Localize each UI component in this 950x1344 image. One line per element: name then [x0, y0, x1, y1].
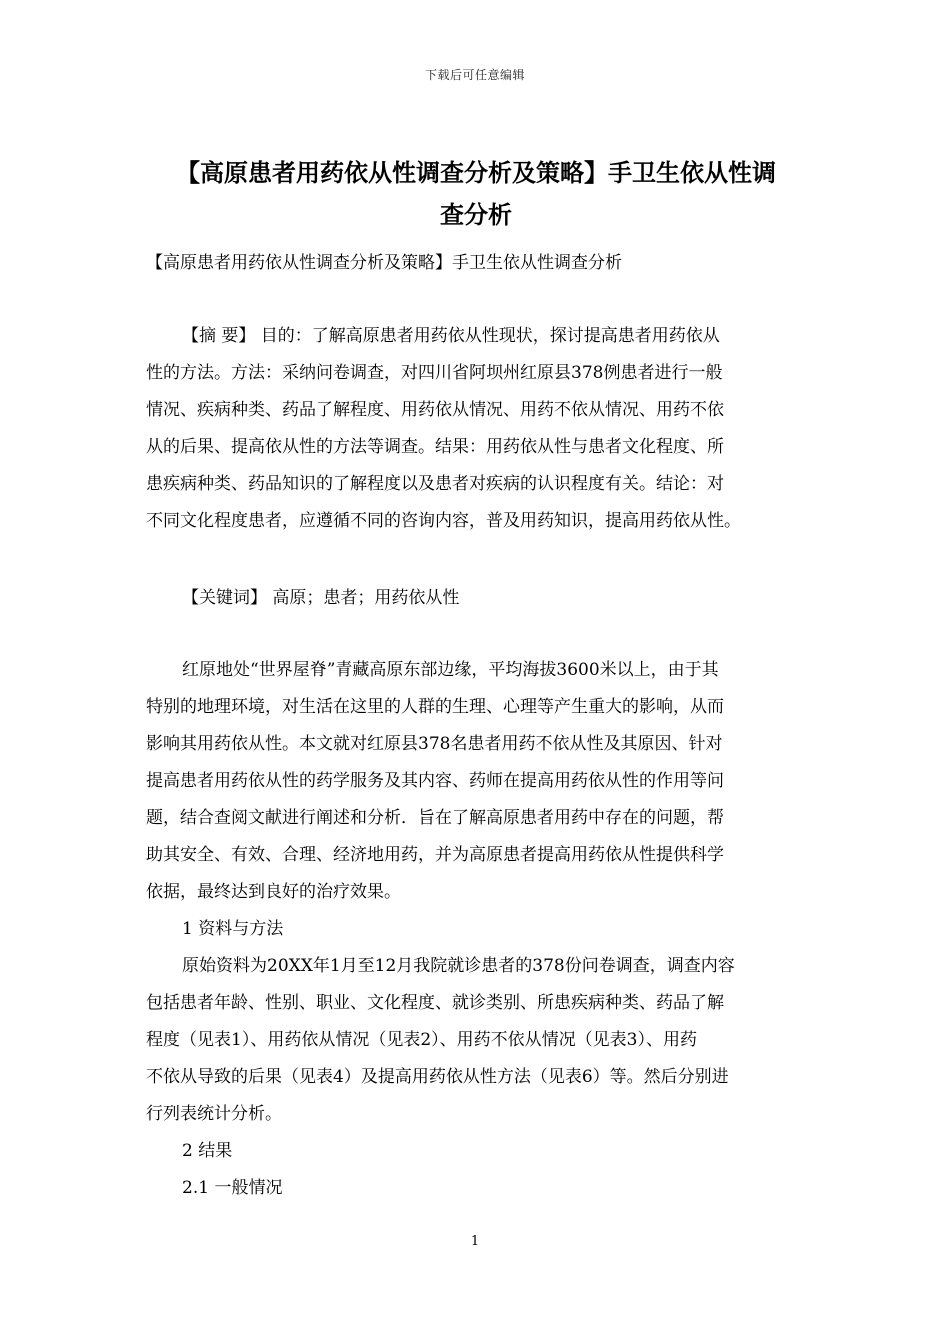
- keywords-text: 高原；患者；用药依从性: [267, 588, 460, 608]
- section2-1-heading: 2.1 一般情况: [182, 1178, 283, 1198]
- section1-line-3: 程度（见表1）、用药依从情况（见表2）、用药不依从情况（见表3）、用药: [146, 1030, 697, 1050]
- abstract-line-3: 情况、疾病种类、药品了解程度、用药依从情况、用药不依从情况、用药不依: [146, 400, 724, 420]
- abstract-line-1: [146, 318, 808, 355]
- document-title: [146, 152, 806, 236]
- keywords-paragraph: [146, 580, 808, 617]
- abstract-line-5: 患疾病种类、药品知识的了解程度以及患者对疾病的认识程度有关。结论：对: [146, 474, 724, 494]
- document-subtitle: 【高原患者用药依从性调查分析及策略】手卫生依从性调查分析: [146, 253, 622, 273]
- intro-line-5: 题，结合查阅文献进行阐述和分析．旨在了解高原患者用药中存在的问题，帮: [146, 808, 724, 828]
- keywords-label: 【关键词】: [182, 588, 267, 608]
- intro-line-1: 红原地处“世界屋脊”青藏高原东部边缘，平均海拔3600米以上，由于其: [182, 660, 719, 680]
- section2-heading: 2 结果: [182, 1141, 233, 1161]
- intro-line-6: 助其安全、有效、合理、经济地用药，并为高原患者提高用药依从性提供科学: [146, 845, 724, 865]
- abstract-line-6: 不同文化程度患者，应遵循不同的咨询内容，普及用药知识，提高用药依从性。: [146, 511, 741, 531]
- keywords-line: [146, 580, 808, 617]
- header-note: 下载后可任意编辑: [424, 68, 525, 82]
- section1-line-1: 原始资料为20XX年1月至12月我院就诊患者的378份问卷调查，调查内容: [182, 956, 735, 976]
- section1-line-2: 包括患者年龄、性别、职业、文化程度、就诊类别、所患疾病种类、药品了解: [146, 993, 724, 1013]
- intro-line-3: 影响其用药依从性。本文就对红原县378名患者用药不依从性及其原因、针对: [146, 734, 723, 754]
- section1-line-5: 行列表统计分析。: [146, 1104, 282, 1124]
- title-line-2: 查分析: [440, 201, 512, 229]
- intro-line-2: 特别的地理环境，对生活在这里的人群的生理、心理等产生重大的影响，从而: [146, 697, 724, 717]
- page-number: 1: [470, 1234, 480, 1249]
- intro-line-7: 依据，最终达到良好的治疗效果。: [146, 882, 401, 902]
- section1-line-4: 不依从导致的后果（见表4）及提高用药依从性方法（见表6）等。然后分别进: [146, 1067, 729, 1087]
- section1-heading: 1 资料与方法: [182, 919, 284, 939]
- intro-line-4: 提高患者用药依从性的药学服务及其内容、药师在提高用药依从性的作用等问: [146, 771, 724, 791]
- abstract-paragraph: [146, 318, 808, 540]
- intro-paragraph: [146, 652, 808, 1207]
- abstract-text: 目的：了解高原患者用药依从性现状，探讨提高患者用药依从: [255, 326, 720, 346]
- abstract-label: 【摘 要】: [182, 326, 256, 346]
- abstract-line-2: 性的方法。方法：采纳问卷调查，对四川省阿坝州红原县378例患者进行一般: [146, 363, 723, 383]
- title-line-1: 【高原患者用药依从性调查分析及策略】手卫生依从性调: [176, 159, 776, 187]
- abstract-line-4: 从的后果、提高依从性的方法等调查。结果：用药依从性与患者文化程度、所: [146, 437, 724, 457]
